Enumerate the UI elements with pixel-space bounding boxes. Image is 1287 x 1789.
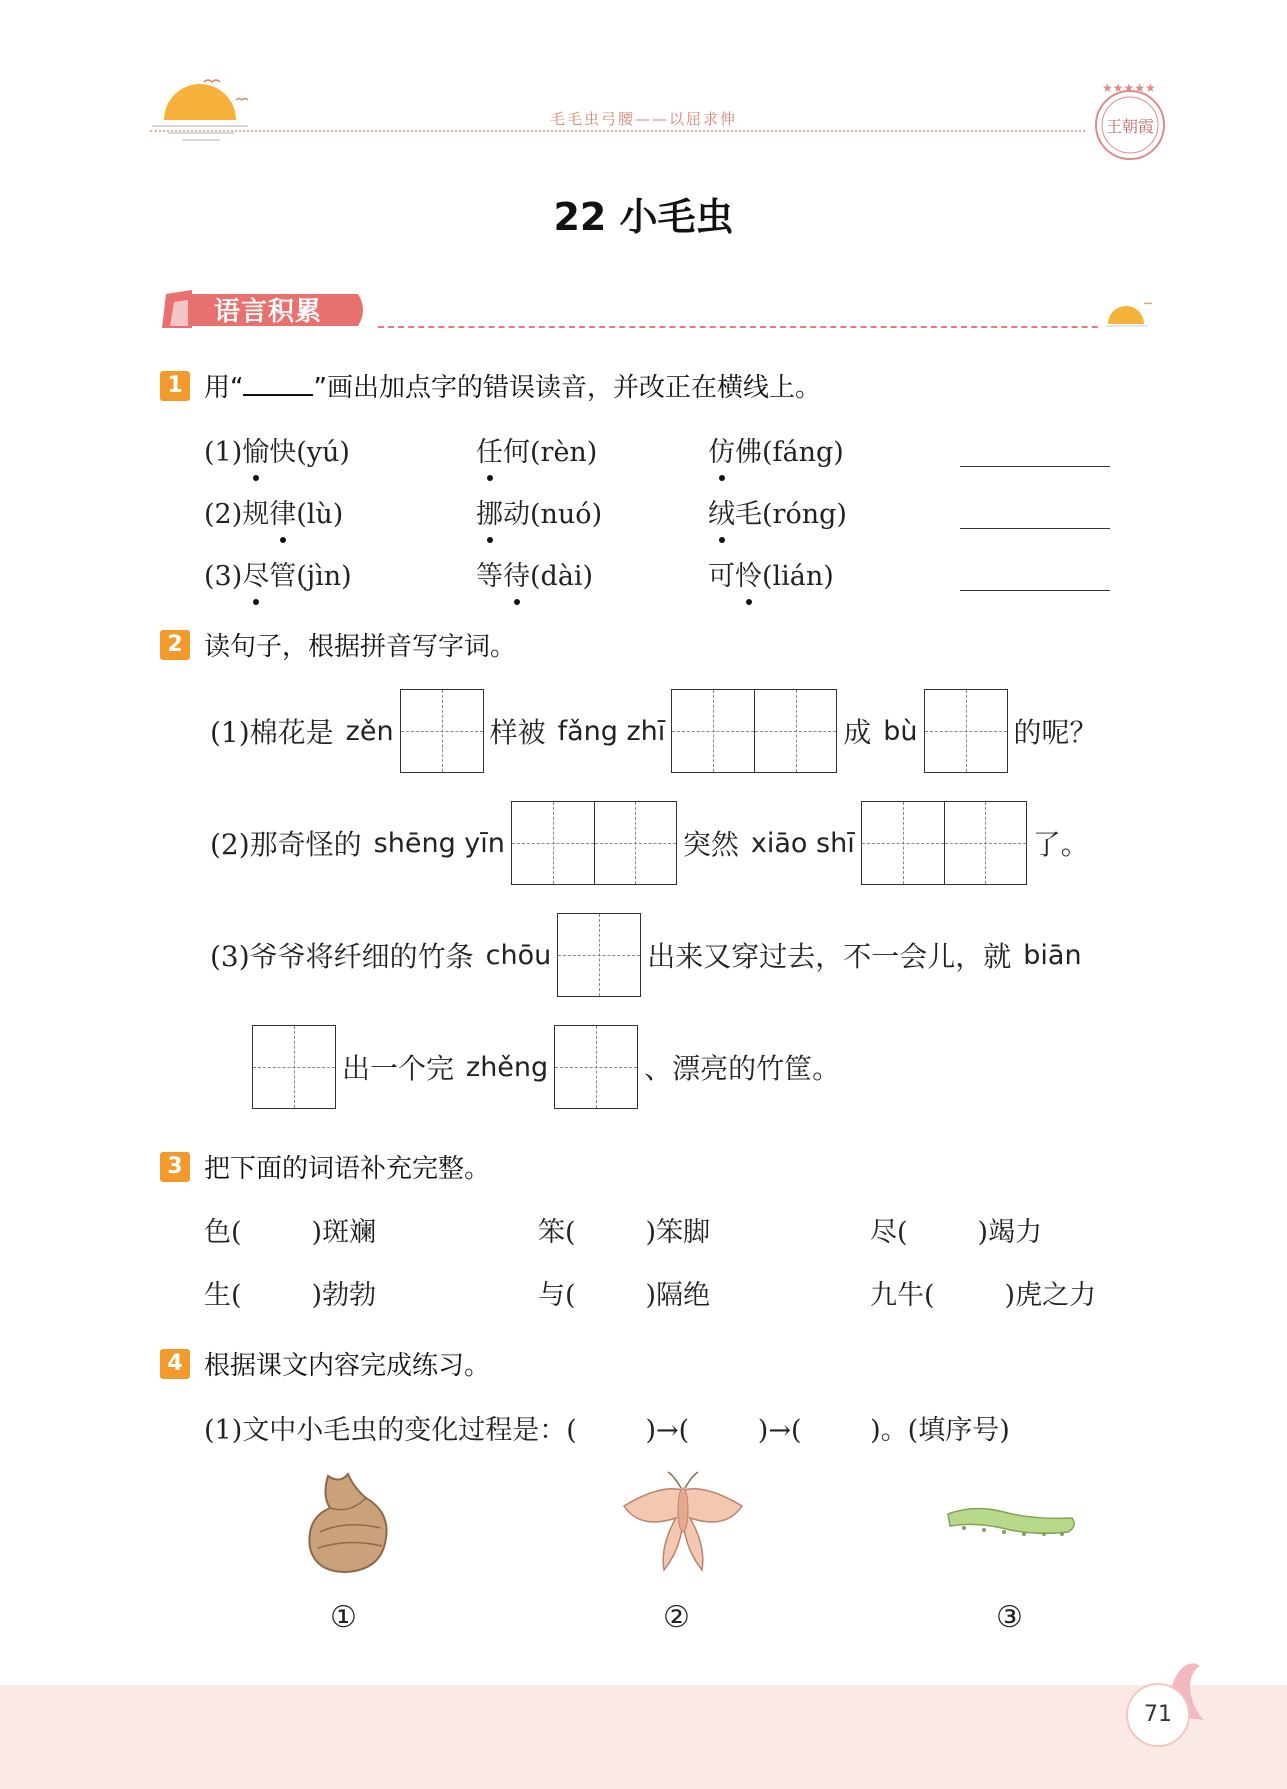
footer-band [0,1685,1287,1789]
image-label-3: ③ [996,1600,1023,1635]
writing-box-chou[interactable] [557,913,641,997]
q3-idiom-5: 与( )隔绝 [538,1280,711,1311]
answer-line-2[interactable] [960,528,1110,529]
writing-box-zheng[interactable] [554,1025,638,1109]
underline-sample [243,372,313,396]
q3-idiom-3: 尽( )竭力 [870,1217,1043,1248]
q1-item-3-2: 等待(dài) [476,554,593,593]
sunset-icon [148,70,258,150]
svg-text:★★★★★: ★★★★★ [1102,81,1156,95]
q2-sentence-3: (3)爷爷将纤细的竹条 chōu 出来又穿过去，不一会儿，就 biān [204,913,1088,997]
question-1-prompt: 用“ ”画出加点字的错误读音，并改正在横线上。 [204,373,821,403]
small-sunset-icon [1100,296,1160,332]
q1-item-2-2: 挪动(nuó) [476,492,602,531]
q3-idiom-1: 色( )斑斓 [204,1217,377,1248]
writing-box-fangzhi[interactable] [671,689,837,773]
image-label-2: ② [663,1600,690,1635]
q4-sub-question-1: (1)文中小毛虫的变化过程是：( )→( )→( )。(填序号) [204,1415,1010,1446]
answer-line-3[interactable] [960,590,1110,591]
q1-item-1-2: 任何(rèn) [476,430,597,469]
stamp-text: 王朝霞 [1105,117,1155,136]
moth-icon [620,1470,746,1574]
q1-item-3-1: (3)尽管(jìn) [204,554,352,593]
image-label-1: ① [330,1600,357,1635]
q1-item-1-3: 仿佛(fáng) [708,430,844,469]
writing-box-bian[interactable] [252,1025,336,1109]
page-title: 22 小毛虫 [553,195,734,239]
q2-sentence-2: (2)那奇怪的 shēng yīn 突然 xiāo shī 了。 [204,801,1095,885]
question-4-number: 4 [160,1349,190,1379]
answer-line-1[interactable] [960,466,1110,467]
question-2-prompt: 读句子，根据拼音写字词。 [204,632,517,662]
q3-idiom-2: 笨( )笨脚 [538,1217,711,1248]
cocoon-icon [300,1468,396,1576]
header-divider [150,130,1085,132]
question-4-prompt: 根据课文内容完成练习。 [204,1351,491,1381]
q2-sentence-4: 出一个完 zhěng 、漂亮的竹筐。 [252,1025,846,1109]
section-divider [378,326,1158,328]
q2-sentence-1: (1)棉花是 zěn 样被 fǎng zhī 成 bù 的呢？ [204,689,1104,773]
page-number: 71 [1126,1683,1190,1747]
question-3-number: 3 [160,1152,190,1182]
q3-idiom-6: 九牛( )虎之力 [870,1280,1097,1311]
q1-item-3-3: 可怜(lián) [708,554,834,593]
q1-item-1-1: (1)愉快(yú) [204,430,350,469]
writing-box-bu[interactable] [924,689,1008,773]
caterpillar-icon [944,1496,1080,1542]
q3-idiom-4: 生( )勃勃 [204,1280,377,1311]
writing-box-zen[interactable] [400,689,484,773]
section-label: 语言积累 [214,297,323,327]
running-title: 毛毛虫弓腰——以屈求伸 [550,110,738,128]
question-3-prompt: 把下面的词语补充完整。 [204,1154,491,1184]
question-2-number: 2 [160,630,190,660]
question-1-number: 1 [160,371,190,401]
q1-item-2-3: 绒毛(róng) [708,492,847,531]
writing-box-shengyin[interactable] [511,801,677,885]
writing-box-xiaoshi[interactable] [861,801,1027,885]
q1-item-2-1: (2)规律(lù) [204,492,343,531]
stamp-seal-icon [1090,80,1170,165]
